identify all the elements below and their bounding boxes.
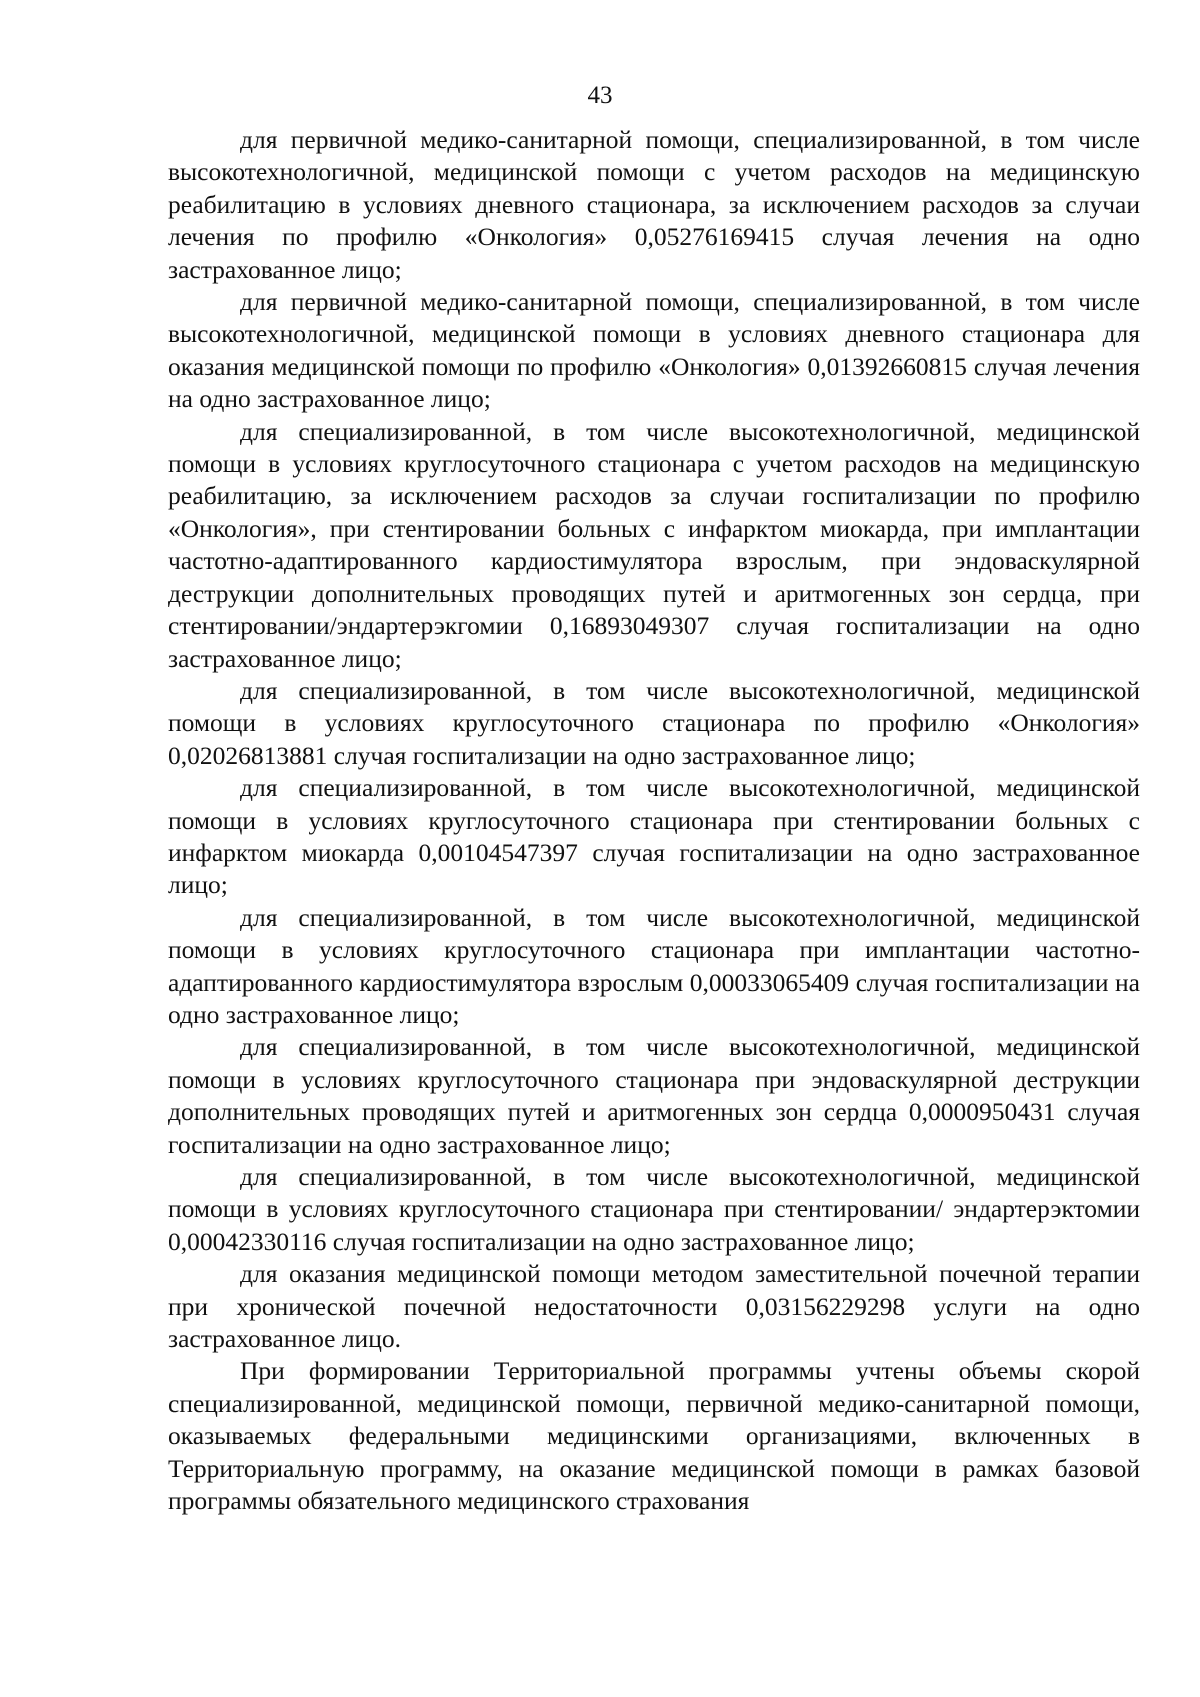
- paragraph-territorial-program: При формировании Территориальной программы учтены объемы скорой специализированной, медицинской помощи, первичной медико-санитарной помощи, оказываемых федеральными медицинскими организациями, включенных в Территориальную программу, на оказание медицинской помощи в рамках базовой программы обязательного медицинского страхования: [168, 1356, 1140, 1516]
- paragraph-inpatient-stenting: для специализированной, в том числе высокотехнологичной, медицинской помощи в условиях круглосуточного стационара при стентировании больных с инфарктом миокарда 0,00104547397 случая госпитализации на одно застрахованное лицо;: [168, 773, 1140, 900]
- paragraph-inpatient-pacemaker: для специализированной, в том числе высокотехнологичной, медицинской помощи в условиях круглосуточного стационара при имплантации частотно-адаптированного кардиостимулятора взрослым 0,00033065409 случая госпитализации на одно застрахованное лицо;: [168, 902, 1140, 1029]
- document-body: [168, 124, 1140, 1517]
- paragraph-day-hospital-oncology: для первичной медико-санитарной помощи, специализированной, в том числе высокотехнологичной, медицинской помощи в условиях дневного стационара для оказания медицинской помощи по профилю «Онкология» 0,01392660815 случая лечения на одно застрахованное лицо;: [168, 287, 1140, 414]
- paragraph-inpatient-rehab: для специализированной, в том числе высокотехнологичной, медицинской помощи в условиях круглосуточного стационара с учетом расходов на медицинскую реабилитацию, за исключением расходов за случаи госпитализации по профилю «Онкология», при стентировании больных с инфарктом миокарда, при имплантации частотно-адаптированного кардиостимулятора взрослым, при эндоваскулярной деструкции дополнительных проводящих путей и аритмогенных зон сердца, при стентировании/эндартерэкгомии 0,16893049307 случая госпитализации на одно застрахованное лицо;: [168, 416, 1140, 673]
- paragraph-inpatient-endarterectomy: для специализированной, в том числе высокотехнологичной, медицинской помощи в условиях круглосуточного стационара при стентировании/ эндартерэктомии 0,00042330116 случая госпитализации на одно застрахованное лицо;: [168, 1162, 1140, 1256]
- paragraph-day-hospital-rehab: для первичной медико-санитарной помощи, специализированной, в том числе высокотехнологичной, медицинской помощи с учетом расходов на медицинскую реабилитацию в условиях дневного стационара, за исключением расходов за случаи лечения по профилю «Онкология» 0,05276169415 случая лечения на одно застрахованное лицо;: [168, 125, 1140, 284]
- paragraph-inpatient-oncology: для специализированной, в том числе высокотехнологичной, медицинской помощи в условиях круглосуточного стационара по профилю «Онкология» 0,02026813881 случая госпитализации на одно застрахованное лицо;: [168, 675, 1140, 770]
- page-number: 43: [587, 82, 613, 109]
- paragraph-inpatient-endovascular: для специализированной, в том числе высокотехнологичной, медицинской помощи в условиях круглосуточного стационара при эндоваскулярной деструкции дополнительных проводящих путей и аритмогенных зон сердца 0,0000950431 случая госпитализации на одно застрахованное лицо;: [168, 1032, 1140, 1159]
- paragraph-renal-therapy: для оказания медицинской помощи методом заместительной почечной терапии при хронической почечной недостаточности 0,03156229298 услуги на одно застрахованное лицо.: [168, 1259, 1140, 1354]
